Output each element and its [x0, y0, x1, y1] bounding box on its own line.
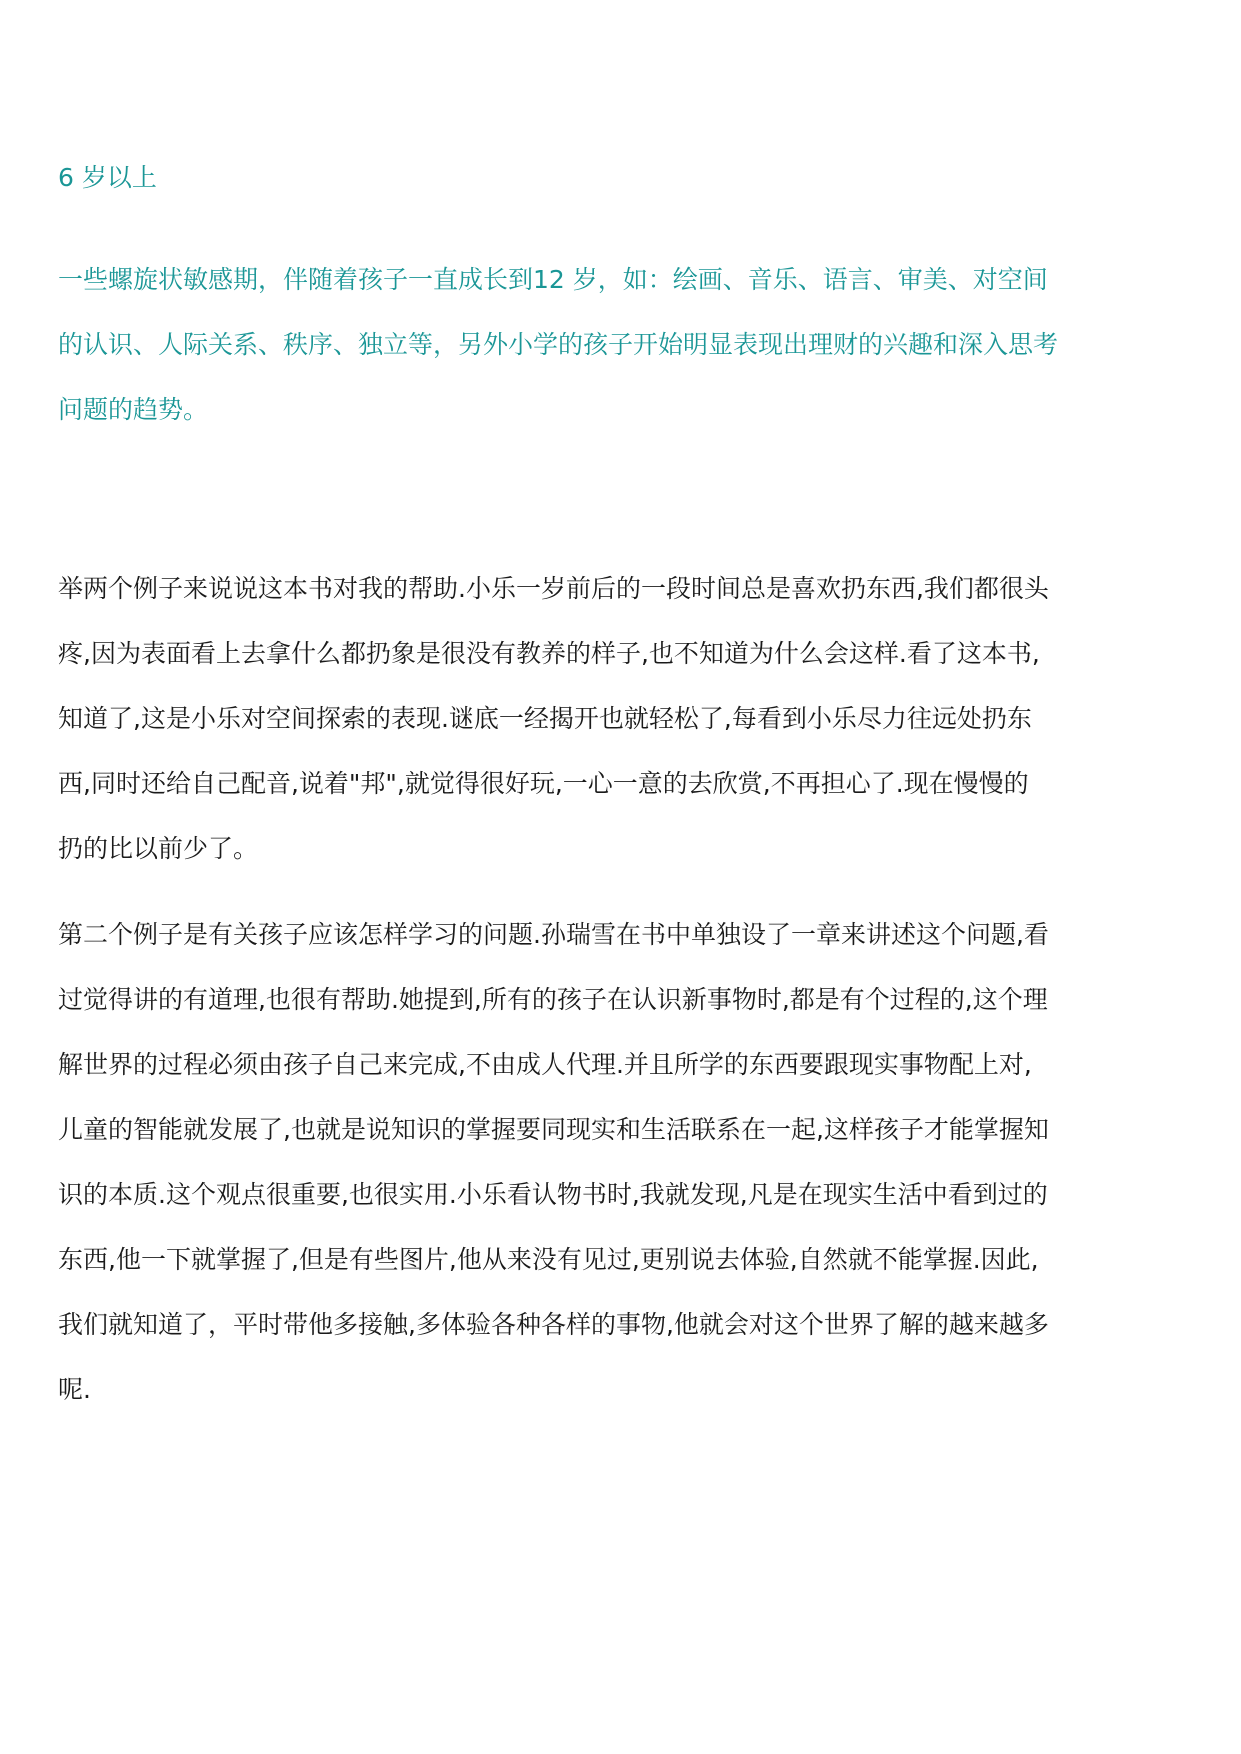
example-two-line: 我们就知道了，平时带他多接触,多体验各种各样的事物,他就会对这个世界了解的越来越多 — [58, 1310, 1049, 1339]
example-one-paragraph — [58, 556, 1184, 881]
example-one-line: 西,同时还给自己配音,说着"邦",就觉得很好玩,一心一意的去欣赏,不再担心了.现在慢慢的 — [58, 769, 1029, 798]
example-one-line: 知道了,这是小乐对空间探索的表现.谜底一经揭开也就轻松了,每看到小乐尽力往远处扔东 — [58, 704, 1032, 733]
example-two-line: 东西,他一下就掌握了,但是有些图片,他从来没有见过,更别说去体验,自然就不能掌握.因此, — [58, 1245, 1039, 1274]
section-heading: 6 岁以上 — [58, 163, 157, 192]
intro-line: 一些螺旋状敏感期，伴随着孩子一直成长到12 岁，如：绘画、音乐、语言、审美、对空间 — [58, 265, 1048, 294]
example-two-line: 解世界的过程必须由孩子自己来完成,不由成人代理.并且所学的东西要跟现实事物配上对, — [58, 1050, 1032, 1079]
intro-paragraph — [58, 247, 1184, 442]
example-one-line: 举两个例子来说说这本书对我的帮助.小乐一岁前后的一段时间总是喜欢扔东西,我们都很头 — [58, 574, 1049, 603]
example-one-line: 疼,因为表面看上去拿什么都扔象是很没有教养的样子,也不知道为什么会这样.看了这本书, — [58, 639, 1040, 668]
example-one-line: 扔的比以前少了。 — [58, 834, 259, 863]
example-two-line: 第二个例子是有关孩子应该怎样学习的问题.孙瑞雪在书中单独设了一章来讲述这个问题,看 — [58, 920, 1049, 949]
intro-line: 的认识、人际关系、秩序、独立等，另外小学的孩子开始明显表现出理财的兴趣和深入思考 — [58, 330, 1059, 359]
intro-line: 问题的趋势。 — [58, 395, 209, 424]
example-two-line: 识的本质.这个观点很重要,也很实用.小乐看认物书时,我就发现,凡是在现实生活中看到过的 — [58, 1180, 1048, 1209]
example-two-line: 呢. — [58, 1375, 91, 1404]
example-two-line: 儿童的智能就发展了,也就是说知识的掌握要同现实和生活联系在一起,这样孩子才能掌握知 — [58, 1115, 1049, 1144]
example-two-paragraph — [58, 902, 1184, 1422]
example-two-line: 过觉得讲的有道理,也很有帮助.她提到,所有的孩子在认识新事物时,都是有个过程的,这个理 — [58, 985, 1048, 1014]
